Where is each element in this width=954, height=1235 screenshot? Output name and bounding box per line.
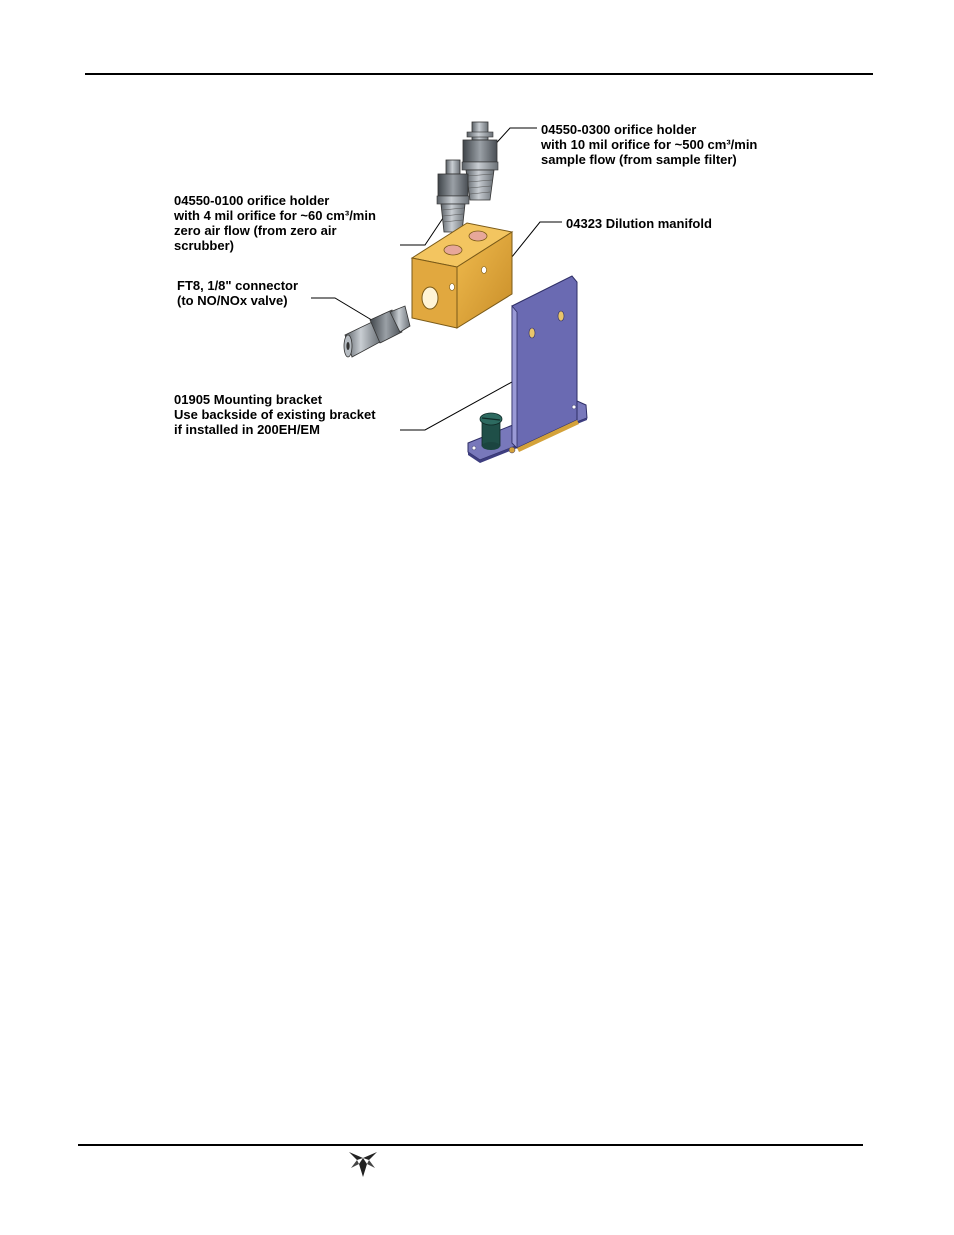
callout-ft8-connector: FT8, 1/8" connector (to NO/NOx valve) xyxy=(177,278,299,308)
ft8-connector-icon xyxy=(344,306,410,357)
callout-dilution-manifold: 04323 Dilution manifold xyxy=(566,216,712,231)
dilution-manifold-block xyxy=(412,223,512,328)
orifice-holder-60-icon xyxy=(437,160,469,232)
company-logo-icon xyxy=(345,1150,381,1178)
callout-orifice-holder-500: 04550-0300 orifice holder with 10 mil orifice for ~500 cm³/min sample flow (from sample filter) xyxy=(541,122,758,167)
dilution-manifold-diagram xyxy=(0,0,954,600)
callout-mounting-bracket: 01905 Mounting bracket Use backside of existing bracket if installed in 200EH/EM xyxy=(174,392,376,437)
footer-rule xyxy=(78,1144,863,1146)
callout-orifice-holder-60: 04550-0100 orifice holder with 4 mil orifice for ~60 cm³/min zero air flow (from zero air scrubber) xyxy=(174,193,376,253)
